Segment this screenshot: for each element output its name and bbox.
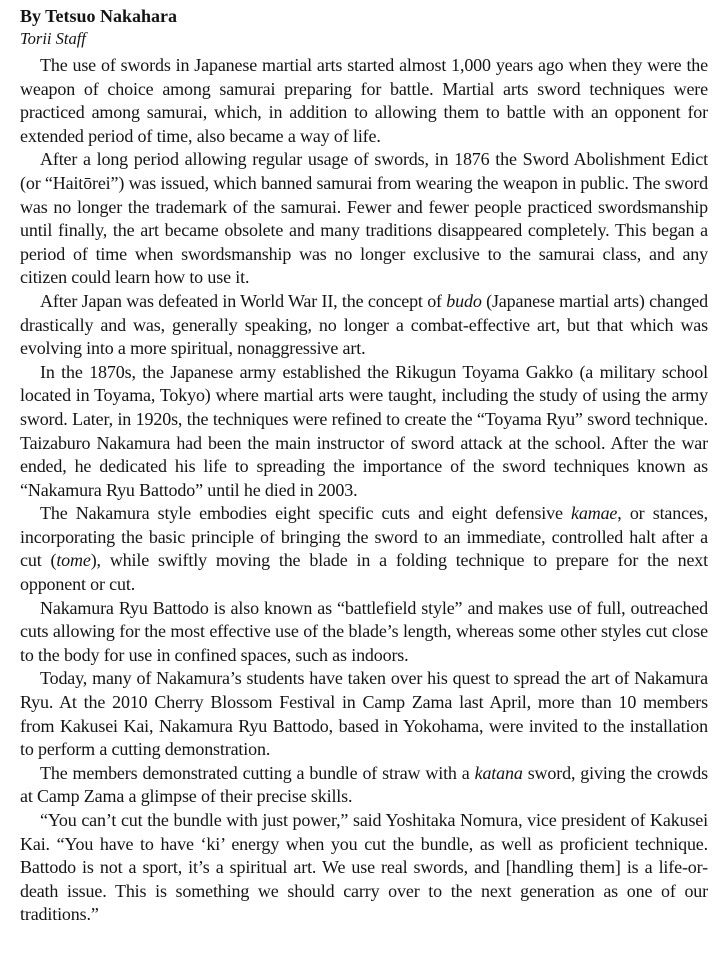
body-paragraph <box>20 667 708 761</box>
paragraph-text: Nakamura Ryu Battodo is also known as “battlefield style” and makes use of full, outreached cuts allowing for the most effective use of the blade’s length, whereas some other styles cut close to the body for use in confined spaces, such as indoors. <box>20 597 708 665</box>
article-body <box>20 54 708 927</box>
body-paragraph <box>20 502 708 596</box>
emphasized-term: kamae <box>571 503 618 524</box>
paragraph-text: The members demonstrated cutting a bundle of straw with a <box>40 762 475 783</box>
emphasized-term: katana <box>474 762 523 783</box>
author-byline: By Tetsuo Nakahara <box>20 6 178 26</box>
paragraph-text: After a long period allowing regular usage of swords, in 1876 the Sword Abolishment Edict (or “Haitōrei”) was issued, which banned samurai from wearing the weapon in public. The sword was no longer the trademark of the samurai. Fewer and fewer people practiced swordsmanship until finally, the art became obsolete and many traditions disappeared completely. This began a period of time when swordsmanship was no longer exclusive to the samurai class, and any citizen could learn how to use it. <box>20 149 708 288</box>
emphasized-term: tome <box>56 550 91 571</box>
body-paragraph <box>20 762 708 809</box>
paragraph-text: The Nakamura style embodies eight specific cuts and eight defensive <box>40 503 572 524</box>
paragraph-text: , or stances, incorporating the basic principle of bringing the sword to an immediate, controlled halt after a cut ( <box>20 503 708 571</box>
body-paragraph <box>20 809 708 927</box>
paragraph-text: sword, giving the crowds at Camp Zama a glimpse of their precise skills. <box>20 762 708 807</box>
body-paragraph <box>20 54 708 148</box>
body-paragraph <box>20 361 708 503</box>
author-affiliation: Torii Staff <box>20 29 86 48</box>
paragraph-text: In the 1870s, the Japanese army established the Rikugun Toyama Gakko (a military school located in Toyama, Tokyo) where martial arts were taught, including the study of using the army sword. Later, in 1920s, the techniques were refined to create the “Toyama Ryu” sword technique. Taizaburo Nakamura had been the main instructor of sword attack at the school. After the war ended, he dedicated his life to spreading the importance of the sword techniques known as “Nakamura Ryu Battodo” until he died in 2003. <box>20 361 708 500</box>
paragraph-text: Today, many of Nakamura’s students have taken over his quest to spread the art of Nakamura Ryu. At the 2010 Cherry Blossom Festival in Camp Zama last April, more than 10 members from Kakusei Kai, Nakamura Ryu Battodo, based in Yokohama, were invited to the installation to perform a cutting demonstration. <box>20 668 708 760</box>
paragraph-text: “You can’t cut the bundle with just power,” said Yoshitaka Nomura, vice president of Kakusei Kai. “You have to have ‘ki’ energy when you cut the bundle, as well as proficient technique. Battodo is not a sport, it’s a spiritual art. We use real swords, and [handling them] is a life-or-death issue. This is something we should carry over to the next generation as one of our traditions.” <box>20 810 708 925</box>
article <box>20 4 708 927</box>
paragraph-text: After Japan was defeated in World War II, the concept of <box>40 290 447 311</box>
paragraph-text: (Japanese martial arts) changed drastically and was, generally speaking, no longer a combat-effective art, but that which was evolving into a more spiritual, nonaggressive art. <box>20 290 708 359</box>
body-paragraph <box>20 290 708 361</box>
paragraph-text: ), while swiftly moving the blade in a folding technique to prepare for the next opponent or cut. <box>20 550 708 595</box>
body-paragraph <box>20 148 708 290</box>
paragraph-text: The use of swords in Japanese martial arts started almost 1,000 years ago when they were the weapon of choice among samurai preparing for battle. Martial arts sword techniques were practiced among samurai, which, in addition to allowing them to battle with an opponent for extended period of time, also became a way of life. <box>20 55 708 146</box>
body-paragraph <box>20 597 708 668</box>
emphasized-term: budo <box>446 290 482 311</box>
